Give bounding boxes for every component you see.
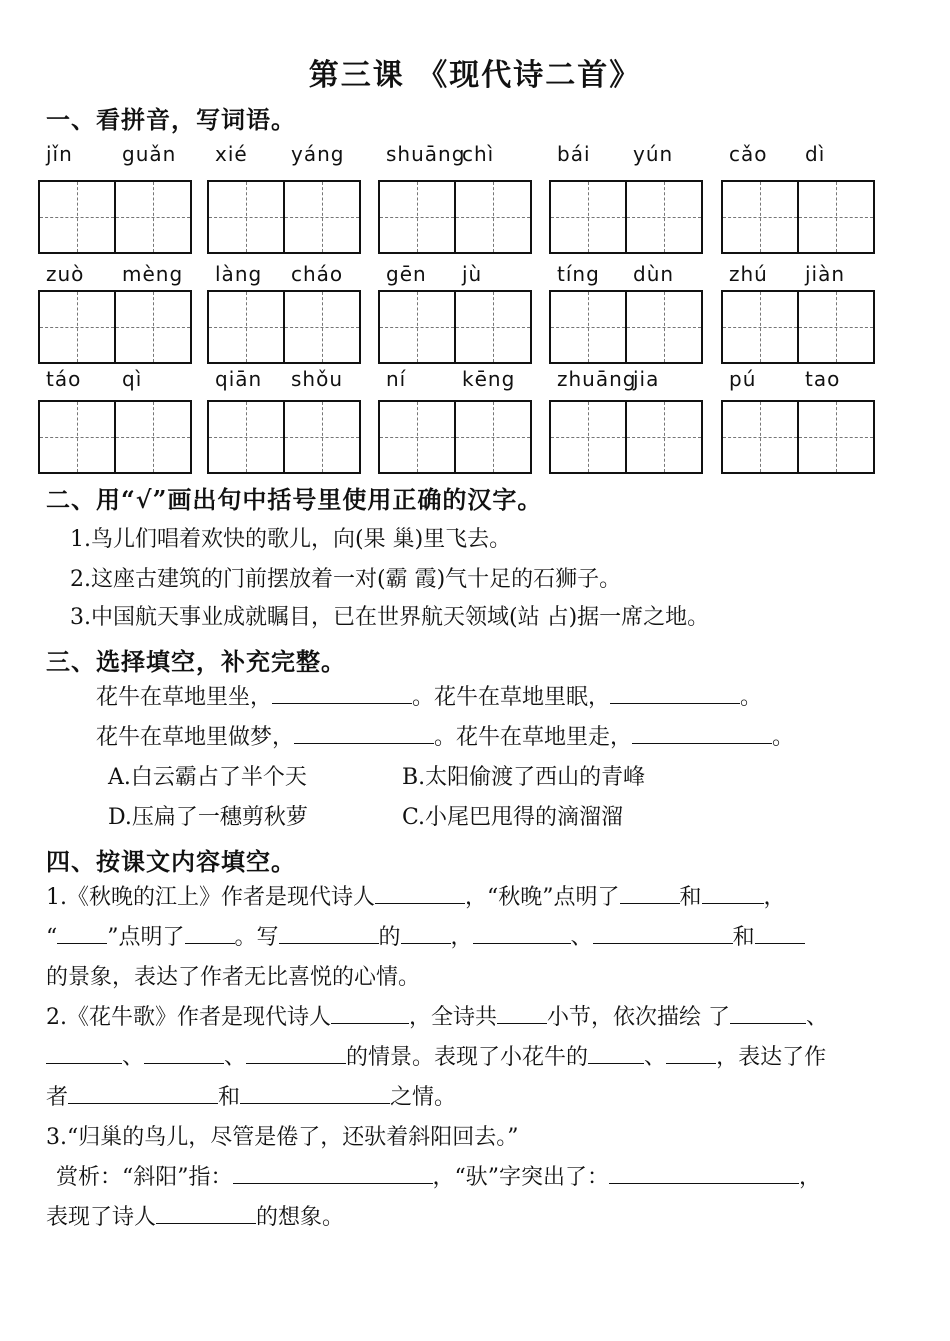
fill-text: 。花牛在草地里眠， bbox=[412, 685, 611, 710]
fill-text: 和 bbox=[218, 1085, 241, 1110]
pinyin-label: xié bbox=[215, 142, 248, 166]
fill-text: ”点明了 bbox=[107, 925, 185, 950]
writing-grid[interactable] bbox=[207, 400, 361, 474]
pinyin-label: yún bbox=[633, 142, 674, 166]
question-4-3-line1 bbox=[56, 1160, 821, 1191]
answer-blank[interactable] bbox=[279, 921, 379, 944]
fill-text: 和 bbox=[679, 885, 702, 910]
question-4-1-line1 bbox=[46, 880, 786, 911]
writing-cell[interactable] bbox=[209, 292, 285, 362]
writing-cell[interactable] bbox=[456, 182, 530, 252]
fill-text: 者 bbox=[46, 1085, 69, 1110]
pinyin-label: tao bbox=[805, 367, 841, 391]
pinyin-label: zhú bbox=[729, 262, 768, 286]
fill-text: “ bbox=[46, 925, 58, 950]
fill-text: ， bbox=[799, 1165, 822, 1190]
writing-cell[interactable] bbox=[380, 292, 456, 362]
pinyin-label: guǎn bbox=[122, 142, 177, 166]
writing-grid[interactable] bbox=[549, 180, 703, 254]
writing-cell[interactable] bbox=[40, 182, 116, 252]
question-2-2: 2.这座古建筑的门前摆放着一对(霸 霞)气十足的石狮子。 bbox=[70, 567, 622, 592]
writing-grid[interactable] bbox=[378, 400, 532, 474]
fill-text: 。 bbox=[740, 685, 763, 710]
answer-blank[interactable] bbox=[294, 721, 434, 744]
question-4-2-line3 bbox=[46, 1080, 456, 1111]
answer-blank[interactable] bbox=[46, 1041, 122, 1064]
fill-text: 1.《秋晚的江上》作者是现代诗人 bbox=[46, 885, 375, 910]
section3-heading: 三、选择填空，补充完整。 bbox=[46, 647, 346, 676]
fill-text: ，“秋晚”点明了 bbox=[465, 885, 620, 910]
pinyin-label: ní bbox=[386, 367, 407, 391]
writing-cell[interactable] bbox=[799, 182, 873, 252]
fill-text: 、 bbox=[644, 1045, 667, 1070]
writing-grid[interactable] bbox=[207, 180, 361, 254]
fill-text: 小节，依次描绘 了 bbox=[547, 1005, 731, 1030]
pinyin-label: pú bbox=[729, 367, 757, 391]
writing-cell[interactable] bbox=[627, 292, 701, 362]
writing-cell[interactable] bbox=[40, 292, 116, 362]
writing-grid[interactable] bbox=[38, 290, 192, 364]
pinyin-label: jia bbox=[633, 367, 660, 391]
writing-grid[interactable] bbox=[38, 400, 192, 474]
fill-text: 之情。 bbox=[390, 1085, 457, 1110]
fill-text: 。花牛在草地里走， bbox=[434, 725, 633, 750]
answer-blank[interactable] bbox=[57, 921, 107, 944]
answer-blank[interactable] bbox=[246, 1041, 346, 1064]
writing-cell[interactable] bbox=[551, 402, 627, 472]
fill-text: 2.《花牛歌》作者是现代诗人 bbox=[46, 1005, 331, 1030]
writing-cell[interactable] bbox=[551, 292, 627, 362]
pinyin-label: zuò bbox=[46, 262, 85, 286]
fill-text: 的情景。表现了小花牛的 bbox=[346, 1045, 589, 1070]
fill-text: ， bbox=[450, 925, 473, 950]
writing-grid[interactable] bbox=[721, 180, 875, 254]
writing-cell[interactable] bbox=[209, 402, 285, 472]
writing-cell[interactable] bbox=[551, 182, 627, 252]
section2-heading: 二、用“√”画出句中括号里使用正确的汉字。 bbox=[46, 485, 543, 514]
writing-cell[interactable] bbox=[627, 402, 701, 472]
writing-cell[interactable] bbox=[799, 292, 873, 362]
question-4-1-line3: 的景象，表达了作者无比喜悦的心情。 bbox=[46, 965, 421, 990]
writing-cell[interactable] bbox=[799, 402, 873, 472]
fill-text: ， bbox=[763, 885, 786, 910]
writing-cell[interactable] bbox=[285, 182, 359, 252]
pinyin-label: shǒu bbox=[291, 367, 344, 391]
answer-blank[interactable] bbox=[401, 921, 451, 944]
answer-blank[interactable] bbox=[497, 1001, 547, 1024]
pinyin-label: bái bbox=[557, 142, 591, 166]
option-a: A.白云霸占了半个天 bbox=[108, 765, 307, 790]
fill-text: 、 bbox=[224, 1045, 247, 1070]
answer-blank[interactable] bbox=[666, 1041, 716, 1064]
answer-blank[interactable] bbox=[755, 921, 805, 944]
answer-blank[interactable] bbox=[240, 1081, 390, 1104]
fill-text: ，全诗共 bbox=[409, 1005, 498, 1030]
writing-cell[interactable] bbox=[209, 182, 285, 252]
answer-blank[interactable] bbox=[620, 881, 680, 904]
writing-cell[interactable] bbox=[456, 292, 530, 362]
pinyin-label: táo bbox=[46, 367, 82, 391]
fill-text: 的想象。 bbox=[256, 1205, 345, 1230]
question-4-3-line2 bbox=[46, 1200, 344, 1231]
answer-blank[interactable] bbox=[233, 1161, 433, 1184]
section4-heading: 四、按课文内容填空。 bbox=[46, 847, 296, 876]
pinyin-label: jiàn bbox=[805, 262, 846, 286]
pinyin-label: qiān bbox=[215, 367, 263, 391]
answer-blank[interactable] bbox=[331, 1001, 409, 1024]
fill-text: 和 bbox=[732, 925, 755, 950]
fill-text: 、 bbox=[570, 925, 593, 950]
option-c: C.小尾巴甩得的滴溜溜 bbox=[402, 805, 624, 830]
question-2-3: 3.中国航天事业成就瞩目，已在世界航天领域(站 占)据一席之地。 bbox=[70, 605, 710, 630]
question-4-2-line1 bbox=[46, 1000, 828, 1031]
pinyin-label: shuāng bbox=[386, 142, 466, 166]
answer-blank[interactable] bbox=[156, 1201, 256, 1224]
answer-blank[interactable] bbox=[730, 1001, 806, 1024]
writing-cell[interactable] bbox=[380, 182, 456, 252]
writing-cell[interactable] bbox=[285, 402, 359, 472]
answer-blank[interactable] bbox=[68, 1081, 218, 1104]
pinyin-label: chì bbox=[462, 142, 495, 166]
writing-cell[interactable] bbox=[456, 402, 530, 472]
question-4-2-line2 bbox=[46, 1040, 826, 1071]
answer-blank[interactable] bbox=[588, 1041, 644, 1064]
fill-text: 。写 bbox=[234, 925, 279, 950]
pinyin-label: gēn bbox=[386, 262, 427, 286]
writing-cell[interactable] bbox=[723, 402, 799, 472]
writing-cell[interactable] bbox=[723, 292, 799, 362]
question-4-3-quote: 3.“归巢的鸟儿，尽管是倦了，还驮着斜阳回去。” bbox=[46, 1125, 519, 1150]
pinyin-label: dì bbox=[805, 142, 826, 166]
answer-blank[interactable] bbox=[632, 721, 772, 744]
pinyin-label: tíng bbox=[557, 262, 600, 286]
answer-blank[interactable] bbox=[473, 921, 571, 944]
fill-text: 、 bbox=[122, 1045, 145, 1070]
fill-text: ，“驮”字突出了： bbox=[432, 1165, 609, 1190]
answer-blank[interactable] bbox=[375, 881, 465, 904]
pinyin-label: làng bbox=[215, 262, 263, 286]
question-4-1-line2 bbox=[46, 920, 805, 951]
pinyin-label: dùn bbox=[633, 262, 675, 286]
answer-blank[interactable] bbox=[272, 681, 412, 704]
writing-cell[interactable] bbox=[116, 182, 190, 252]
writing-cell[interactable] bbox=[40, 402, 116, 472]
fill-text: 的 bbox=[378, 925, 401, 950]
fill-line-1 bbox=[96, 680, 762, 711]
writing-grid[interactable] bbox=[721, 400, 875, 474]
page-title: 第三课 《现代诗二首》 bbox=[308, 58, 642, 93]
pinyin-label: qì bbox=[122, 367, 143, 391]
pinyin-label: zhuāng bbox=[557, 367, 637, 391]
pinyin-label: mèng bbox=[122, 262, 184, 286]
writing-cell[interactable] bbox=[627, 182, 701, 252]
writing-cell[interactable] bbox=[380, 402, 456, 472]
writing-grid[interactable] bbox=[549, 400, 703, 474]
question-2-1: 1.鸟儿们唱着欢快的歌儿，向(果 巢)里飞去。 bbox=[70, 527, 512, 552]
fill-text: 花牛在草地里做梦， bbox=[96, 725, 295, 750]
writing-grid[interactable] bbox=[378, 180, 532, 254]
option-d: D.压扁了一穗剪秋萝 bbox=[108, 805, 308, 830]
answer-blank[interactable] bbox=[144, 1041, 224, 1064]
writing-cell[interactable] bbox=[116, 292, 190, 362]
answer-blank[interactable] bbox=[610, 681, 740, 704]
writing-grid[interactable] bbox=[38, 180, 192, 254]
answer-blank[interactable] bbox=[702, 881, 764, 904]
writing-grid[interactable] bbox=[721, 290, 875, 364]
fill-text: 花牛在草地里坐， bbox=[96, 685, 273, 710]
fill-text: 赏析：“斜阳”指： bbox=[56, 1165, 233, 1190]
pinyin-label: cháo bbox=[291, 262, 344, 286]
writing-cell[interactable] bbox=[285, 292, 359, 362]
fill-text: 表现了诗人 bbox=[46, 1205, 157, 1230]
fill-line-2 bbox=[96, 720, 794, 751]
pinyin-label: cǎo bbox=[729, 142, 768, 166]
writing-grid[interactable] bbox=[207, 290, 361, 364]
answer-blank[interactable] bbox=[593, 921, 733, 944]
answer-blank[interactable] bbox=[185, 921, 235, 944]
pinyin-label: kēng bbox=[462, 367, 516, 391]
pinyin-label: jǐn bbox=[46, 142, 73, 166]
writing-cell[interactable] bbox=[723, 182, 799, 252]
option-b: B.太阳偷渡了西山的青峰 bbox=[402, 765, 646, 790]
fill-text: 、 bbox=[806, 1005, 829, 1030]
answer-blank[interactable] bbox=[609, 1161, 799, 1184]
fill-text: 。 bbox=[772, 725, 795, 750]
writing-grid[interactable] bbox=[549, 290, 703, 364]
writing-cell[interactable] bbox=[116, 402, 190, 472]
section1-heading: 一、看拼音，写词语。 bbox=[46, 105, 296, 134]
fill-text: ，表达了作 bbox=[716, 1045, 827, 1070]
pinyin-label: yáng bbox=[291, 142, 345, 166]
writing-grid[interactable] bbox=[378, 290, 532, 364]
pinyin-label: jù bbox=[462, 262, 483, 286]
